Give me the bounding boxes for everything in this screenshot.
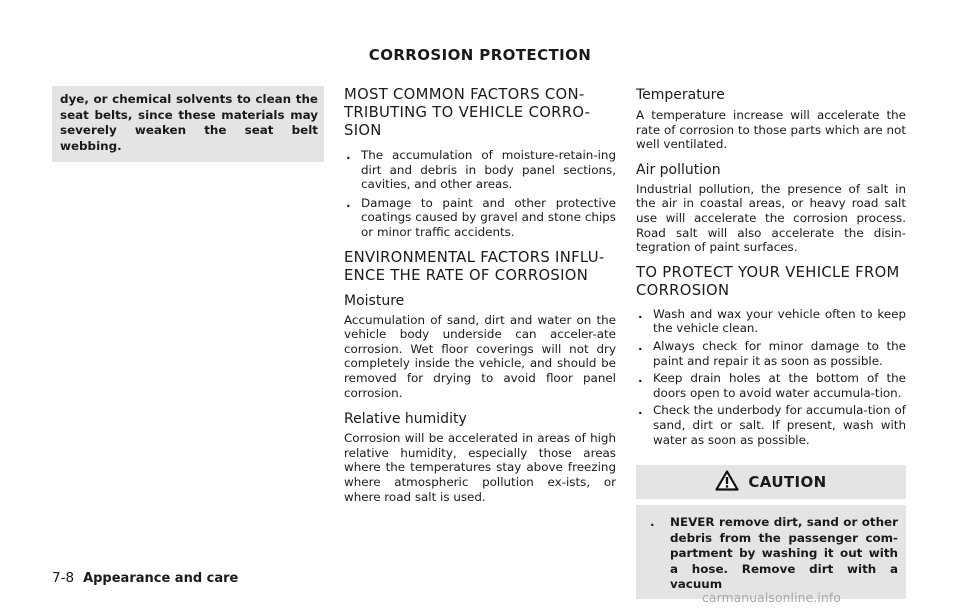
heading-environmental-factors: ENVIRONMENTAL FACTORS INFLU-ENCE THE RATE OF CORROSION (344, 248, 605, 284)
page-number: 7-8 (52, 570, 75, 586)
caution-title: CAUTION (748, 473, 827, 492)
list-item-text: NEVER remove dirt, sand or other debris from the passenger com-partment by washing it out with a hose. Remove dirt with a vacuum (670, 515, 898, 592)
list-item-text: Wash and wax your vehicle often to keep the vehicle clean. (653, 306, 906, 336)
column-middle (344, 86, 616, 504)
list-item (344, 196, 616, 240)
list-item (344, 148, 616, 192)
bullet-marker: . (650, 515, 655, 530)
list-item-text: Damage to paint and other protective coatings caused by gravel and stone chips or minor traffic accidents. (361, 195, 616, 239)
list-item-text: Always check for minor damage to the paint and repair it as soon as possible. (653, 338, 906, 368)
list-item (636, 371, 906, 400)
caution-list (644, 515, 898, 593)
column-right (636, 86, 906, 599)
temperature-paragraph: A temperature increase will accelerate the rate of corrosion to those parts which are not well ventilated. (636, 108, 906, 152)
chapter-title: Appearance and care (83, 571, 239, 586)
list-item (636, 339, 906, 368)
bullet-marker: . (638, 403, 643, 418)
continued-warning-text: dye, or chemical solvents to clean the seat belts, since these materials may severely weaken the seat belt webbing. (52, 86, 324, 162)
list-item-text: Check the underbody for accumula-tion of sand, dirt or salt. If present, wash with water as soon as possible. (653, 403, 906, 447)
caution-body (636, 505, 906, 599)
list-item-text: Keep drain holes at the bottom of the doors open to avoid water accumula-tion. (653, 371, 906, 400)
subheading-air-pollution: Air pollution (636, 161, 721, 178)
bullet-marker: . (638, 338, 643, 353)
bullet-marker: . (346, 148, 351, 162)
list-item (636, 403, 906, 447)
subheading-temperature: Temperature (636, 87, 725, 103)
list-item (644, 515, 898, 593)
list-item (636, 307, 906, 336)
list-item-text: The accumulation of moisture-retain-ing dirt and debris in body panel sections, cavities, and other areas. (361, 148, 616, 192)
heading-common-factors: MOST COMMON FACTORS CON-TRIBUTING TO VEHICLE CORRO-SION (344, 86, 591, 139)
heading-protect-vehicle: TO PROTECT YOUR VEHICLE FROM CORROSION (636, 263, 900, 299)
caution-header (636, 465, 906, 499)
page-footer (52, 570, 238, 586)
watermark: carmanualsonline.info (702, 591, 842, 605)
column-left (52, 86, 324, 162)
common-factors-list (344, 148, 616, 240)
moisture-paragraph: Accumulation of sand, dirt and water on the vehicle body underside can acceler-ate corrosion. Wet floor coverings will not dry completely inside the vehicle, and should be removed for drying to avoid floor panel corrosion. (344, 312, 616, 400)
bullet-marker: . (346, 195, 351, 210)
bullet-marker: . (638, 306, 643, 321)
protect-list (636, 307, 906, 447)
warning-triangle-icon (715, 470, 739, 495)
air-pollution-paragraph: Industrial pollution, the presence of salt in the air in coastal areas, or heavy road salt use will accelerate the corrosion process. Road salt will also accelerate the disin-tegration of paint surfaces. (636, 181, 906, 255)
subheading-moisture: Moisture (344, 292, 405, 309)
bullet-marker: . (638, 371, 643, 386)
humidity-paragraph: Corrosion will be accelerated in areas of high relative humidity, especially those areas where the temperatures stay above freezing where atmospheric pollution ex-ists, or where road salt is used. (344, 431, 616, 504)
subheading-relative-humidity: Relative humidity (344, 411, 467, 428)
section-title: CORROSION PROTECTION (368, 46, 592, 64)
